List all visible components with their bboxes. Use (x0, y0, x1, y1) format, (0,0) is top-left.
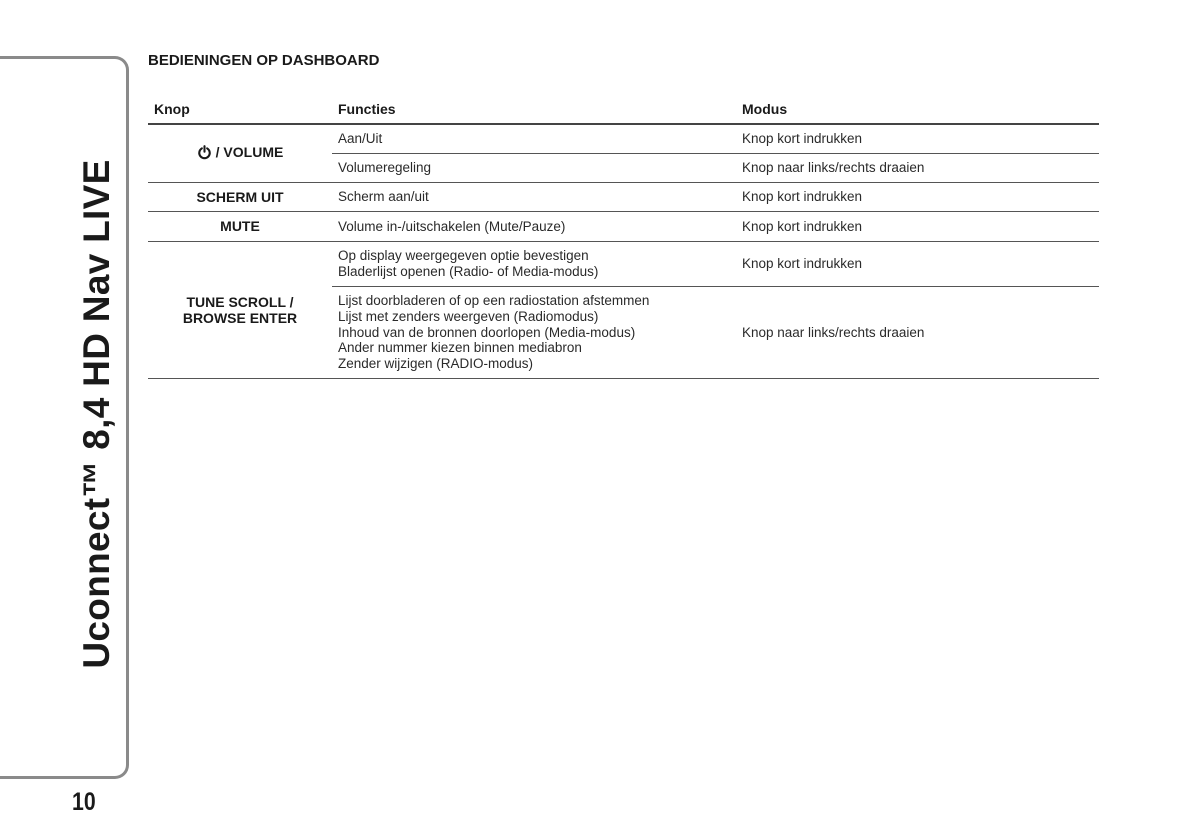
knop-tune-scroll (148, 241, 332, 378)
modus-cell: Knop kort indrukken (736, 212, 1099, 242)
power-icon (197, 145, 212, 164)
knop-mute: MUTE (148, 212, 332, 242)
knop-tune-line1: TUNE SCROLL / (186, 293, 294, 310)
functie-cell (332, 286, 736, 379)
functie-line: Zender wijzigen (RADIO-modus) (338, 356, 534, 372)
table-row (148, 124, 1099, 153)
table-row (148, 182, 1099, 212)
modus-cell: Knop naar links/rechts draaien (736, 286, 1099, 379)
controls-table (148, 96, 1099, 379)
header-functies: Functies (332, 96, 736, 124)
functie-line: Inhoud van de bronnen doorlopen (Media-modus) (338, 324, 636, 340)
side-title: Uconnect™ 8,4 HD Nav LIVE (76, 159, 117, 669)
functie-cell: Scherm aan/uit (332, 182, 736, 212)
header-knop: Knop (148, 96, 332, 124)
functie-line: Lijst doorbladeren of op een radiostation afstemmen (338, 292, 650, 308)
functie-cell (332, 241, 736, 286)
functie-line: Bladerlijst openen (Radio- of Media-modus) (338, 263, 599, 279)
table-header-row (148, 96, 1099, 124)
knop-tune-line2: BROWSE ENTER (182, 310, 298, 327)
page-number: 10 (72, 788, 96, 816)
modus-cell: Knop kort indrukken (736, 241, 1099, 286)
knop-scherm-uit: SCHERM UIT (148, 182, 332, 212)
knop-volume (148, 124, 332, 182)
modus-cell: Knop naar links/rechts draaien (736, 153, 1099, 182)
functie-cell: Volume in-/uitschakelen (Mute/Pauze) (332, 212, 736, 242)
table-row (148, 241, 1099, 286)
functie-cell: Aan/Uit (332, 124, 736, 153)
functie-line: Op display weergegeven optie bevestigen (338, 247, 589, 263)
functie-line: Lijst met zenders weergeven (Radiomodus) (338, 308, 599, 324)
modus-cell: Knop kort indrukken (736, 182, 1099, 212)
section-heading: BEDIENINGEN OP DASHBOARD (148, 52, 380, 69)
functie-line: Ander nummer kiezen binnen mediabron (338, 340, 582, 356)
modus-cell: Knop kort indrukken (736, 124, 1099, 153)
header-modus: Modus (736, 96, 1099, 124)
knop-volume-label: / VOLUME (215, 143, 284, 160)
functie-cell: Volumeregeling (332, 153, 736, 182)
table-row (148, 212, 1099, 242)
